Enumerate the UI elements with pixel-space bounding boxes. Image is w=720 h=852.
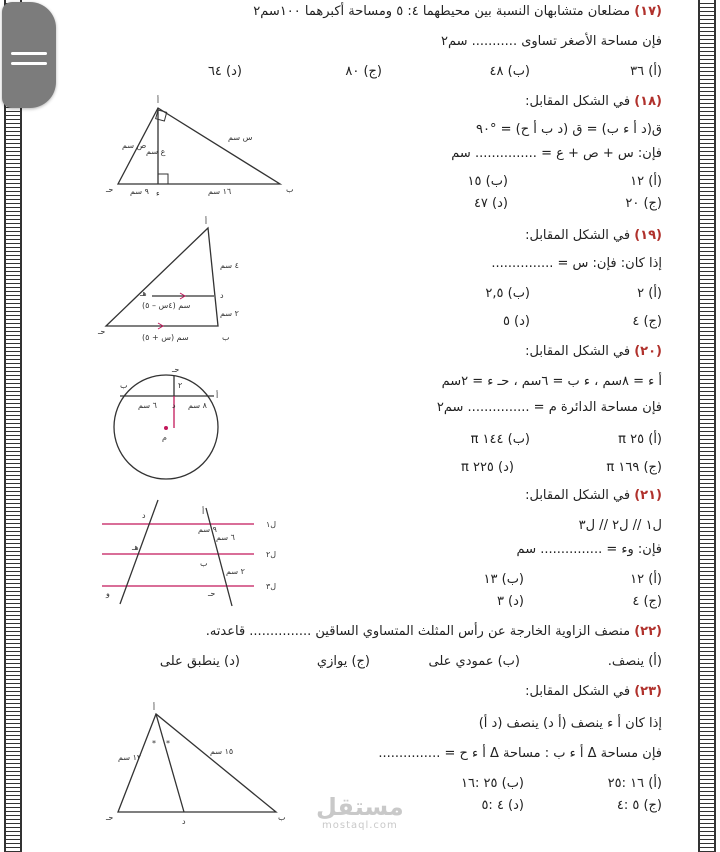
option-a[interactable]: (أ) ينصف. (607, 654, 662, 669)
menu-button[interactable] (2, 2, 56, 108)
option-a[interactable]: (أ) ٣٦ (630, 64, 662, 79)
option-d[interactable]: (د) ينطبق على (159, 654, 240, 669)
vertex-w-label: و (106, 589, 110, 598)
question-line: فإن مساحة الأصغر تساوى ........... سم٢ (440, 34, 662, 49)
option-d[interactable]: (د) ٤٧ (473, 196, 508, 211)
option-c[interactable]: (ج) ١٦٩ π (606, 460, 662, 475)
question-23 (525, 684, 662, 700)
vertex-d-label: د (172, 401, 176, 410)
vertex-b-label: ب (200, 559, 208, 568)
question-line: فإن: وء = ............... سم (516, 542, 662, 557)
vertex-b-label: ب (278, 813, 286, 822)
vertex-a-label: أ (216, 391, 219, 400)
vertex-b-label: ب (286, 185, 294, 194)
segment-eight-label: ٨ سم (188, 401, 207, 410)
question-line: ل١ // ل٢ // ل٣ (578, 518, 662, 533)
question-line: ق(د أ ء ب) = ق (د ب أ ح) = °٩٠ (476, 122, 662, 137)
question-stem: في الشكل المقابل: (525, 228, 631, 243)
question-18 (525, 94, 662, 110)
question-number: (٢٣) (634, 684, 662, 699)
question-stem: في الشكل المقابل: (525, 344, 631, 359)
segment-two-label: ٢ سم (220, 309, 239, 318)
vertex-d-label: د (182, 817, 186, 826)
question-19 (525, 228, 662, 244)
side-ain-label: ع سم (146, 147, 166, 156)
option-b[interactable]: (ب) عمودي على (428, 654, 520, 669)
vertex-d-label: د (142, 511, 146, 520)
q18-triangle-figure (100, 96, 300, 198)
segment-sixteen-label: ١٦ سم (208, 187, 232, 196)
side-twelve-label: ١٢ سم (118, 753, 142, 762)
q20-circle-figure (108, 362, 234, 482)
question-line: فإن: س + ص + ع = ............... سم (451, 146, 662, 161)
q23-triangle-figure (104, 702, 294, 826)
option-b[interactable]: (ب) ١٤٤ π (470, 432, 530, 447)
center-m-label: م (162, 433, 167, 442)
segment-four-label: ٤ سم (220, 261, 239, 270)
question-stem: في الشكل المقابل: (525, 684, 631, 699)
side-fifteen-label: ١٥ سم (210, 747, 234, 756)
vertex-b-label: ب (222, 333, 230, 342)
vertex-e-label: هـ (132, 543, 139, 552)
left-spiral-binding (4, 0, 22, 852)
option-a[interactable]: (أ) ١٢ (630, 572, 662, 587)
question-stem: في الشكل المقابل: (525, 94, 631, 109)
question-20 (525, 344, 662, 360)
vertex-c-label: حـ (106, 813, 114, 822)
option-c[interactable]: (ج) ٢٠ (625, 196, 662, 211)
question-stem: منصف الزاوية الخارجة عن رأس المثلث المتساوي الساقين ............... قاعدته. (205, 624, 631, 639)
option-c[interactable]: (ج) ٥ :٤ (616, 798, 662, 813)
option-b[interactable]: (ب) ١٥ (467, 174, 508, 189)
vertex-c-label: حـ (106, 185, 114, 194)
line-l1-label: ل١ (266, 520, 277, 529)
lower-length-label: (س + ٥) سم (142, 333, 189, 342)
question-17 (253, 4, 662, 20)
option-c[interactable]: (ج) ٤ (632, 314, 662, 329)
option-c[interactable]: (ج) يوازي (316, 654, 370, 669)
option-a[interactable]: (أ) ٢٥ π (618, 432, 662, 447)
question-21 (525, 488, 662, 504)
segment-two-label: ٢ (178, 381, 183, 390)
question-number: (١٩) (634, 228, 662, 243)
question-line: إذا كان أ ء ينصف (أ د) ينصف (د أ) (478, 716, 662, 731)
option-a[interactable]: (أ) ١٢ (630, 174, 662, 189)
vertex-a-label: أ (204, 217, 208, 226)
vertex-c-label: حـ (208, 589, 216, 598)
segment-nine-label: ٩ سم (130, 187, 149, 196)
vertex-a-label: أ (152, 703, 156, 712)
segment-two-label: ٢ سم (226, 567, 245, 576)
option-b[interactable]: (ب) ٤٨ (489, 64, 530, 79)
vertex-d-label: د (220, 291, 224, 300)
option-c[interactable]: (ج) ٨٠ (345, 64, 382, 79)
question-line: فإن مساحة الدائرة م = ............... سم٢ (436, 400, 662, 415)
watermark-arabic: مستقل (316, 793, 404, 821)
question-stem: في الشكل المقابل: (525, 488, 631, 503)
q21-parallel-lines-figure (98, 496, 288, 608)
option-c[interactable]: (ج) ٤ (632, 594, 662, 609)
angle-mark-right: * (166, 739, 170, 748)
line-l2-label: ل٢ (266, 550, 277, 559)
segment-six-label: ٦ سم (138, 401, 157, 410)
vertex-d-label: ء (156, 189, 160, 198)
vertex-e-label: هـ (140, 289, 147, 298)
option-b[interactable]: (ب) ٢٥ :١٦ (461, 776, 524, 791)
question-line: فإن مساحة Δ أ ء ب : مساحة Δ أ ء ح = ............... (378, 746, 662, 761)
side-s-label: س سم (228, 133, 253, 142)
question-stem: مضلعان متشابهان النسبة بين محيطهما ٤: ٥ ومساحة أكبرهما ١٠٠سم٢ (253, 4, 631, 19)
side-sad-label: ص سم (122, 141, 147, 150)
question-number: (١٨) (634, 94, 662, 109)
option-a[interactable]: (أ) ١٦ :٢٥ (607, 776, 662, 791)
option-b[interactable]: (ب) ١٣ (483, 572, 524, 587)
option-d[interactable]: (د) ٦٤ (207, 64, 242, 79)
watermark (316, 794, 404, 831)
question-line: إذا كان: فإن: س = ............... (491, 256, 662, 271)
menu-icon (11, 52, 47, 55)
option-b[interactable]: (ب) ٢,٥ (485, 286, 530, 301)
watermark-latin: mostaql.com (322, 820, 398, 831)
question-number: (١٧) (634, 4, 662, 19)
option-d[interactable]: (د) ٤ :٥ (481, 798, 524, 813)
question-22 (206, 624, 662, 640)
question-number: (٢٢) (634, 624, 662, 639)
upper-length-label: (٤س – ٥) سم (142, 301, 191, 310)
option-d[interactable]: (د) ٥ (502, 314, 530, 329)
right-spiral-binding (698, 0, 716, 852)
segment-six-label: ٦ سم (216, 533, 235, 542)
line-l3-label: ل٣ (266, 582, 277, 591)
menu-icon-bar (11, 62, 47, 65)
vertex-b-label: ب (120, 381, 128, 390)
question-number: (٢١) (634, 488, 662, 503)
q19-triangle-figure (98, 216, 268, 344)
question-line: أ ء = ٨سم ، ء ب = ٦سم ، حـ ء = ٢سم (441, 374, 662, 389)
vertex-c-label: حـ (98, 327, 106, 336)
option-a[interactable]: (أ) ٢ (637, 286, 662, 301)
vertex-a-label: أ (156, 96, 160, 105)
segment-nine-label: ٩ سم (198, 525, 217, 534)
vertex-a-label: أ (202, 507, 205, 516)
vertex-c-label: حـ (172, 365, 180, 374)
angle-mark-left: * (152, 739, 156, 748)
question-number: (٢٠) (634, 344, 662, 359)
option-d[interactable]: (د) ٢٢٥ π (461, 460, 514, 475)
option-d[interactable]: (د) ٣ (496, 594, 524, 609)
